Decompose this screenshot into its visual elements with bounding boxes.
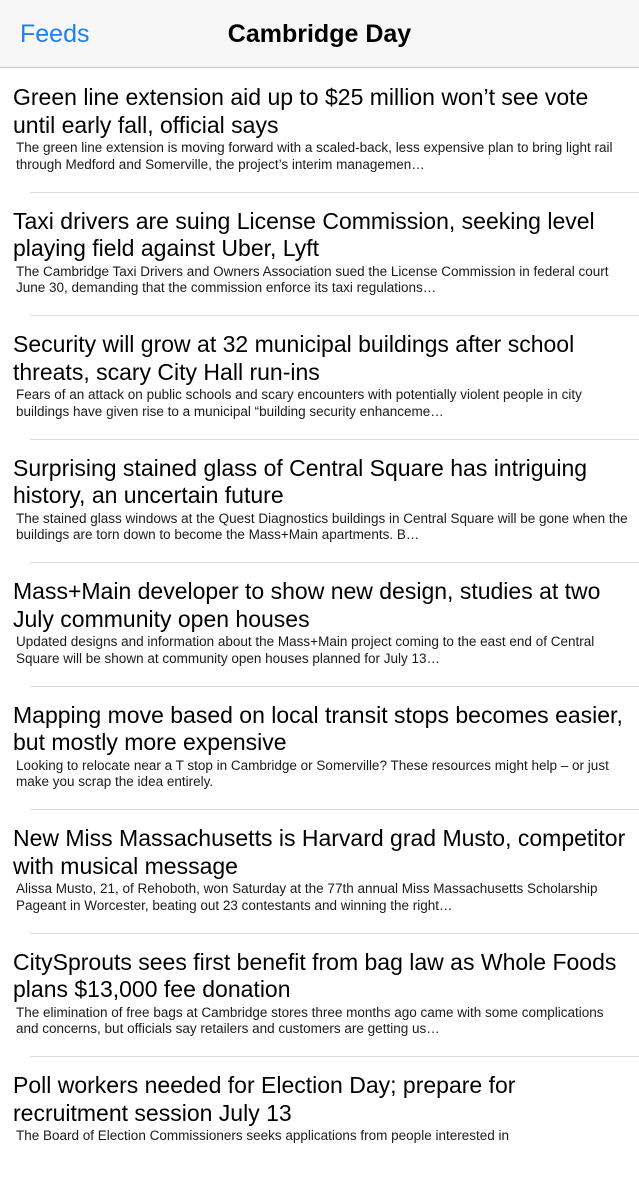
item-summary: The Cambridge Taxi Drivers and Owners Association sued the License Commission in federal court June 30, demanding that the commission enforce its taxi regulations… xyxy=(16,263,609,295)
item-title: New Miss Massachusetts is Harvard grad Musto, competitor with musical message xyxy=(13,825,626,879)
item-summary: Alissa Musto, 21, of Rehoboth, won Saturday at the 77th annual Miss Massachusetts Scholarship Pageant in Worcester, beating out 23 contestants and winning the right… xyxy=(16,881,598,913)
item-title: Mass+Main developer to show new design, studies at two July community open houses xyxy=(13,578,601,632)
list-item[interactable] xyxy=(0,440,639,564)
feeds-back-button[interactable]: Feeds xyxy=(20,20,90,48)
item-summary: The elimination of free bags at Cambridge stores three months ago came with some complications and concerns, but officials say retailers and customers are getting us… xyxy=(16,1004,604,1036)
list-item[interactable] xyxy=(0,810,639,934)
list-item[interactable] xyxy=(0,316,639,440)
list-item[interactable] xyxy=(0,1057,639,1181)
item-summary: Looking to relocate near a T stop in Cambridge or Somerville? These resources might help – or just make you scrap the idea entirely. xyxy=(16,757,609,789)
item-summary: The stained glass windows at the Quest Diagnostics buildings in Central Square will be gone when the buildings are torn down to become the Mass+Main apartments. B… xyxy=(16,510,628,542)
item-summary: The green line extension is moving forward with a scaled-back, less expensive plan to bring light rail through Medford and Somerville, the project’s interim managemen… xyxy=(16,140,613,172)
item-summary: The Board of Election Commissioners seeks applications from people interested in xyxy=(16,1128,509,1143)
list-item[interactable] xyxy=(0,69,639,193)
list-item[interactable] xyxy=(0,563,639,687)
item-summary: Fears of an attack on public schools and scary encounters with potentially violent people in city buildings have given rise to a municipal “building security enhanceme… xyxy=(16,387,582,419)
item-title: CitySprouts sees first benefit from bag law as Whole Foods plans $13,000 fee donation xyxy=(13,948,617,1002)
navigation-bar xyxy=(0,0,639,68)
list-item[interactable] xyxy=(0,934,639,1058)
item-title: Mapping move based on local transit stops becomes easier, but mostly more expensive xyxy=(13,701,623,755)
feed-list xyxy=(0,69,639,1181)
item-title: Poll workers needed for Election Day; prepare for recruitment session July 13 xyxy=(13,1072,516,1126)
list-item[interactable] xyxy=(0,687,639,811)
list-item[interactable] xyxy=(0,193,639,317)
page-title: Cambridge Day xyxy=(227,20,412,48)
item-title: Security will grow at 32 municipal buildings after school threats, scary City Hall run-ins xyxy=(13,331,575,385)
item-summary: Updated designs and information about the Mass+Main project coming to the east end of Central Square will be shown at community open houses planned for July 13… xyxy=(16,634,595,666)
item-title: Taxi drivers are suing License Commission, seeking level playing field against Uber, Lyft xyxy=(13,207,595,261)
item-title: Green line extension aid up to $25 million won’t see vote until early fall, official says xyxy=(13,84,589,138)
item-title: Surprising stained glass of Central Square has intriguing history, an uncertain future xyxy=(13,454,588,508)
